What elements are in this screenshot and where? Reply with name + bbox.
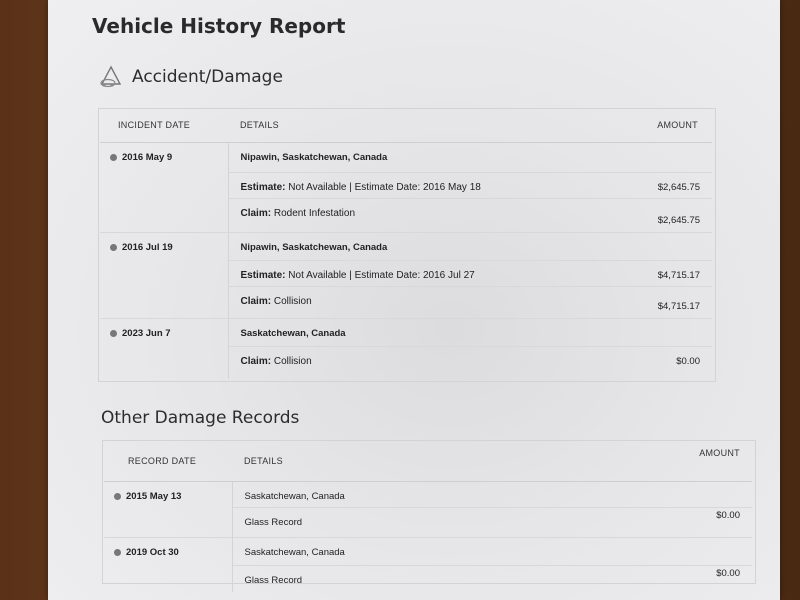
- claim-detail: Claim: Collision: [228, 287, 598, 319]
- claim-amount: $2,645.75: [598, 199, 712, 233]
- other-section-header: [101, 408, 299, 428]
- incident-location: Saskatchewan, Canada: [228, 319, 598, 347]
- estimate-amount: $4,715.17: [598, 261, 712, 287]
- claim-amount: $0.00: [598, 347, 712, 379]
- accident-table: [100, 108, 712, 379]
- estimate-detail: Estimate: Not Available | Estimate Date: 2016 Jul 27: [228, 261, 598, 287]
- table-row: [104, 538, 752, 566]
- record-location: Saskatchewan, Canada: [244, 491, 345, 502]
- details-header: DETAILS: [232, 440, 622, 482]
- accident-section-title: Accident/Damage: [132, 67, 283, 87]
- record-date: 2015 May 13: [104, 482, 232, 538]
- claim-detail: Claim: Collision: [228, 347, 598, 379]
- amount-header: AMOUNT: [598, 108, 712, 143]
- record-type: Glass Record: [232, 508, 622, 538]
- dot-icon: [114, 549, 121, 556]
- table-row: [100, 233, 712, 261]
- details-header: DETAILS: [228, 108, 598, 143]
- dot-icon: [110, 330, 117, 337]
- incident-date-header: INCIDENT DATE: [100, 108, 228, 143]
- table-row: [100, 143, 712, 173]
- estimate-detail: Estimate: Not Available | Estimate Date: 2016 May 18: [228, 173, 598, 199]
- accident-table-header: [100, 108, 712, 143]
- report-page: [48, 0, 780, 600]
- claim-amount: $4,715.17: [598, 287, 712, 319]
- dot-icon: [110, 154, 117, 161]
- estimate-amount: $2,645.75: [598, 173, 712, 199]
- record-amount: $0.00: [622, 566, 752, 592]
- dot-icon: [110, 244, 117, 251]
- incident-date: 2016 May 9: [100, 143, 228, 233]
- table-row: [104, 482, 752, 508]
- table-row: [100, 319, 712, 347]
- record-location: Saskatchewan, Canada: [232, 538, 622, 566]
- other-table-header: [104, 440, 752, 482]
- record-amount: $0.00: [622, 508, 752, 538]
- dot-icon: [114, 493, 121, 500]
- amount-header: AMOUNT: [622, 440, 752, 482]
- incident-location: Nipawin, Saskatchewan, Canada: [240, 152, 388, 163]
- record-date: 2019 Oct 30: [104, 538, 232, 592]
- accident-section-header: [98, 64, 283, 90]
- incident-location: Nipawin, Saskatchewan, Canada: [228, 233, 598, 261]
- other-table: [104, 440, 752, 592]
- incident-date: 2023 Jun 7: [100, 319, 228, 379]
- other-section-title: Other Damage Records: [101, 408, 300, 428]
- record-type: Glass Record: [232, 566, 622, 592]
- report-title: Vehicle History Report: [92, 14, 346, 38]
- incident-date: 2016 Jul 19: [100, 233, 228, 319]
- claim-detail: Claim: Rodent Infestation: [228, 199, 598, 233]
- car-crash-icon: [98, 64, 124, 90]
- record-date-header: RECORD DATE: [104, 440, 232, 482]
